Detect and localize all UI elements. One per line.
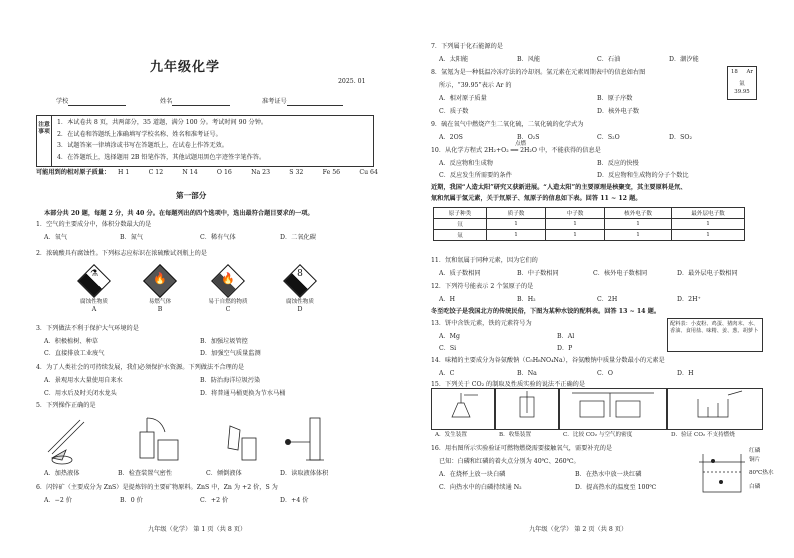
option[interactable]: A．质子数相同: [439, 270, 481, 277]
atomic-number: 18: [731, 69, 738, 75]
option[interactable]: C．直接排放工业废气: [44, 350, 105, 357]
option[interactable]: B．风能: [517, 56, 541, 63]
option[interactable]: D．+4 价: [280, 497, 309, 504]
option[interactable]: B．原子序数: [597, 95, 633, 102]
notice-item: 2．在试卷和答题纸上准确填写学校名称、姓名和准考证号。: [57, 130, 222, 138]
option-label: B: [157, 306, 163, 313]
option[interactable]: B．O₂S: [517, 134, 540, 141]
notice-item: 4．在答题纸上，选择题用 2B 铅笔作答，其他试题用黑色字迹签字笔作答。: [57, 153, 266, 161]
option[interactable]: B．氮气: [120, 234, 144, 241]
option[interactable]: D．2H⁺: [677, 296, 701, 303]
experiment-label: D．验证 CO₂ 不支持燃烧: [671, 432, 735, 438]
option[interactable]: B．中子数相同: [517, 270, 559, 277]
exam-number-field[interactable]: 准考证号: [262, 98, 343, 106]
option[interactable]: A．积极植树、种草: [44, 338, 98, 345]
experiment-label: A．发生装置: [435, 432, 468, 438]
ingredient-list: 配料表：小麦粉、鸡蛋、猪肉末、水、香油、食用盐、味精、姜、葱、胡萝卜: [667, 318, 763, 352]
notice-box: [36, 115, 374, 167]
option[interactable]: D．P: [557, 345, 573, 352]
atomic-mass-label: 可能用到的相对原子质量：: [36, 169, 111, 176]
question-9: 9．硫在氧气中燃烧产生二氧化硫，二氧化硫的化学式为: [431, 121, 584, 128]
atomic-mass-list: H 1 C 12 N 14 O 16 Na 23 S 32 Fe 56 Cu 64: [118, 169, 378, 176]
option[interactable]: D．二氧化碳: [280, 234, 316, 241]
option[interactable]: A．在烧杯上放一块白磷: [439, 471, 506, 478]
element-symbol: Ar: [746, 69, 753, 75]
option[interactable]: B．H₂: [517, 296, 536, 303]
hazard-sign-d[interactable]: [268, 264, 332, 314]
corrosive-icon: ⚗: [77, 264, 111, 298]
part-intro: 本部分共 20 题，每题 2 分，共 40 分。在每题列出的四个选项中，选出最符合题目要求的一项。: [44, 210, 314, 217]
question-12: 12．下列符号能表示 2 个氢原子的是: [431, 283, 534, 290]
hazard-label: 易燃气体: [148, 299, 172, 305]
element-name: 氩: [739, 81, 745, 87]
figure-label: 铜片: [749, 457, 761, 463]
option-label: C: [225, 306, 231, 313]
exam-date: 2025. 01: [338, 78, 366, 85]
figure-label: 红磷: [749, 448, 761, 454]
option[interactable]: B．0 价: [120, 497, 143, 504]
option[interactable]: D．最外层电子数相同: [677, 270, 738, 277]
question-16-given: 已知：白磷和红磷的着火点分别为 40℃、260℃。: [439, 458, 580, 465]
option[interactable]: C．向热水中的白磷持续通 N₂: [439, 484, 522, 491]
option[interactable]: B．防治海洋垃圾污染: [200, 377, 261, 384]
lab-operations-illustration: [40, 412, 380, 468]
option[interactable]: D．读取液体体积: [280, 470, 329, 477]
question-15: 15．下列关于 CO₂ 的制取及性质实验的说法不正确的是: [431, 381, 586, 388]
table-header: 质子数: [487, 208, 546, 219]
option[interactable]: A．氧气: [44, 234, 68, 241]
option[interactable]: B．加强垃圾管控: [200, 338, 248, 345]
gas-collection-icon: [496, 389, 558, 419]
notice-item: 1．本试卷共 8 页，共两部分，35 道题，满分 100 分。考试时间 90 分钟。: [57, 119, 268, 126]
page-2: [397, 0, 794, 558]
passage-fusion-2: 氚和氘属于氢元素，关于氘原子、氚原子的信息如下表。回答 11 ~ 12 题。: [431, 195, 642, 202]
question-16: 16．用右图所示实验验证可燃物燃烧需要接触氧气，需要补充的是: [431, 445, 613, 452]
option[interactable]: C．用水后及时关闭水龙头: [44, 390, 117, 397]
table-header: 最外层电子数: [672, 208, 745, 219]
flame-icon: 🔥: [211, 264, 245, 298]
school-field[interactable]: 学校: [56, 98, 126, 106]
question-2: 2．浓硫酸具有腐蚀性。下列标志应标识在浓硫酸试剂瓶上的是: [36, 250, 207, 257]
table-header-row: [434, 208, 745, 219]
question-3: 3．下列做法不利于保护大气环境的是: [36, 325, 139, 332]
option[interactable]: A．景观用水大量使用自来水: [44, 377, 123, 384]
density-comparison-icon: [560, 389, 666, 419]
table-header: 中子数: [546, 208, 605, 219]
option[interactable]: B．检查装置气密性: [118, 470, 173, 477]
option[interactable]: A．太阳能: [439, 56, 469, 63]
hazard-label: 腐蚀性物质: [80, 299, 108, 305]
experiment-c[interactable]: [559, 388, 667, 430]
passage-fusion: 近期，我国“人造太阳”研究又获新进展。“人造太阳”的主要原理是核聚变，其主要原料是氘、: [431, 184, 687, 191]
option[interactable]: A．加热液体: [44, 470, 80, 477]
hazard-sign-b[interactable]: [128, 264, 192, 314]
atom-info-table: [433, 207, 745, 241]
option[interactable]: C．石油: [597, 56, 621, 63]
option[interactable]: D．SO₂: [669, 134, 692, 141]
experiment-a[interactable]: [431, 388, 495, 430]
candle-beaker-icon: [668, 389, 762, 419]
atomic-mass: 39.95: [734, 89, 750, 95]
generator-apparatus-icon: [432, 389, 494, 419]
exam-title: 九年级化学: [150, 60, 221, 75]
question-11: 11．氘和氚属于同种元素，因为它们的: [431, 257, 538, 264]
table-row: 氚 1 1 1 1: [434, 230, 745, 241]
question-6: 6．闪锌矿（主要成分为 ZnS）是提炼锌的主要矿物原料。ZnS 中，Zn 为 +2 价，S 为: [36, 484, 278, 491]
passage-dumplings: 冬至吃饺子是我国北方的传统民俗，下图为某种水饺的配料表。回答 13 ~ 14 题。: [431, 308, 661, 315]
option[interactable]: C．稀有气体: [200, 234, 236, 241]
option[interactable]: C．反应发生所需要的条件: [439, 172, 512, 179]
option[interactable]: A．相对原子质量: [439, 95, 487, 102]
notice-label: 注意事项: [37, 116, 52, 166]
option-label: A: [91, 306, 97, 313]
hazard-sign-a[interactable]: [62, 264, 126, 314]
option[interactable]: D．核外电子数: [597, 108, 640, 115]
option[interactable]: A．2OS: [439, 134, 463, 141]
question-14: 14．味精的主要成分为谷氨酸钠（C₅H₈NO₄Na），谷氨酸钠中质量分数最小的元素是: [431, 357, 665, 364]
table-header: 原子种类: [434, 208, 487, 219]
option[interactable]: A．H: [439, 296, 456, 303]
question-7: 7．下列属于化石能源的是: [431, 43, 503, 50]
option[interactable]: A．−2 价: [44, 497, 72, 504]
option[interactable]: C．S₂O: [597, 134, 620, 141]
option[interactable]: C．O: [597, 370, 613, 377]
option[interactable]: C．倾倒液体: [206, 470, 242, 477]
experiment-label: B．收集装置: [499, 432, 532, 438]
experiment-b[interactable]: [495, 388, 559, 430]
hazard-label: 易于自燃的物质: [208, 299, 248, 305]
experiment-label: C．比较 CO₂ 与空气的密度: [563, 432, 633, 438]
question-1: 1．空气的主要成分中，体积分数最大的是: [36, 221, 152, 228]
option[interactable]: C．+2 价: [200, 497, 229, 504]
page-footer: 九年级（化学） 第 2 页（共 8 页）: [529, 526, 628, 533]
hazard-sign-c[interactable]: [196, 264, 260, 314]
hazard-label: 腐蚀性物质: [286, 299, 314, 305]
option[interactable]: D．潮汐能: [669, 56, 699, 63]
part-title: 第一部分: [176, 191, 207, 200]
question-13: 13．饼中含铁元素，铁的元素符号为: [431, 320, 532, 327]
element-card-argon: [727, 66, 757, 100]
option[interactable]: D．H: [677, 370, 694, 377]
option[interactable]: B．反应的快慢: [597, 160, 639, 167]
reaction-condition: 点燃: [515, 141, 527, 147]
option[interactable]: C．核外电子数相同: [593, 270, 648, 277]
figure-label: 白磷: [749, 484, 761, 490]
table-header: 核外电子数: [605, 208, 672, 219]
option[interactable]: B．Na: [517, 370, 537, 377]
table-row: 氘 1 1 1 1: [434, 219, 745, 230]
notice-item: 3．试题答案一律填涂或书写在答题纸上，在试卷上作答无效。: [57, 142, 228, 150]
name-field[interactable]: 姓名: [160, 98, 230, 106]
option-label: D: [297, 306, 303, 313]
option[interactable]: D．提高热水的温度至 100℃: [575, 484, 657, 491]
figure-label: 80℃热水: [749, 470, 774, 476]
question-10: 10．从化学方程式 2H₂+O₂ ══ 2H₂O 中，不能获得的信息是: [431, 147, 601, 154]
option[interactable]: C．质子数: [439, 108, 469, 115]
question-8-continued: 所示，“39.95”表示 Ar 的: [439, 82, 512, 89]
corrosive-icon: 8: [283, 264, 317, 298]
option[interactable]: A．Mg: [439, 333, 460, 340]
option[interactable]: B．Al: [557, 333, 575, 340]
question-5: 5．下列操作正确的是: [36, 402, 96, 409]
flame-icon: 🔥: [143, 264, 177, 298]
option[interactable]: A．反应物和生成物: [439, 160, 493, 167]
option[interactable]: C．2H: [597, 296, 618, 303]
option[interactable]: B．在热水中放一块红磷: [575, 471, 642, 478]
option[interactable]: D．反应物和生成物的分子个数比: [597, 172, 689, 179]
option[interactable]: C．Si: [439, 345, 457, 352]
question-8: 8．氩氪为是一种低温冷冻疗法的冷却剂。氩元素在元素周期表中的信息如右图: [431, 69, 646, 76]
page-footer: 九年级（化学） 第 1 页（共 8 页）: [148, 526, 247, 533]
question-4: 4．为了人类社会的可持续发展，我们必须保护水资源。下列做法不合理的是: [36, 364, 245, 371]
option[interactable]: D．加强空气质量监测: [200, 350, 261, 357]
experiment-d[interactable]: [667, 388, 763, 430]
option[interactable]: D．将普通马桶更换为节水马桶: [200, 390, 286, 397]
option[interactable]: A．C: [439, 370, 455, 377]
